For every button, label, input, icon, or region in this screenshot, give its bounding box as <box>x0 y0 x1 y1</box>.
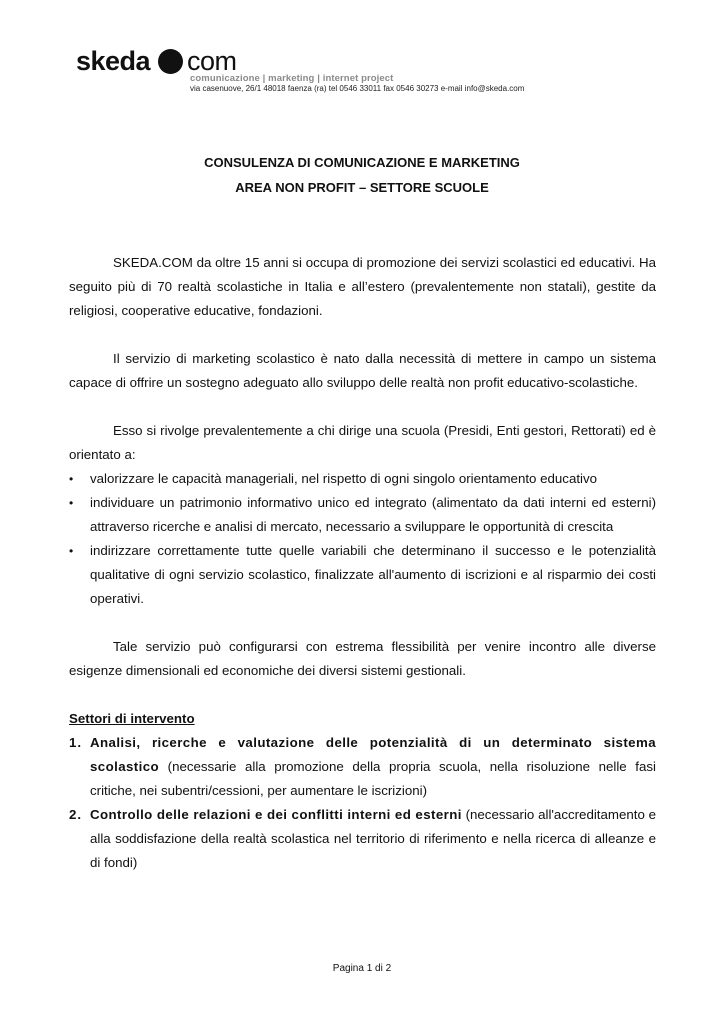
bullet-icon: • <box>69 544 74 558</box>
section-heading: Settori di intervento <box>69 711 195 726</box>
paragraph-intro: SKEDA.COM da oltre 15 anni si occupa di promozione dei servizi scolastici ed educativi. Ha seguito più di 70 realtà scolastiche in Italia e all’estero (prevalentemente non statali), gestite da religiosi, cooperative educative, fondazioni. <box>69 255 656 318</box>
item-number: 2. <box>69 807 83 822</box>
page-number: Pagina 1 di 2 <box>332 963 392 974</box>
item-bold-text: Controllo delle relazioni e dei conflitti interni ed esterni <box>90 807 462 822</box>
document-title-line1: CONSULENZA DI COMUNICAZIONE E MARKETING <box>204 155 520 170</box>
letterhead-tagline: comunicazione | marketing | internet project <box>190 73 394 84</box>
item-text: (necessarie alla promozione della propria scuola, nella risoluzione nelle fasi critiche, nei subentri/cessioni, per aumentare le iscrizioni) <box>90 759 656 798</box>
list-item: • indirizzare correttamente tutte quelle variabili che determinano il successo e le potenzialità qualitative di ogni servizio scolastico, finalizzate all'aumento di iscrizioni e al risparmio dei costi operativi. <box>69 539 656 611</box>
item-bold-text: Analisi, ricerche e valutazione delle potenzialità di un determinato sistema scolastico <box>90 735 656 774</box>
bullet-icon: • <box>69 496 74 510</box>
letterhead-address: via casenuove, 26/1 48018 faenza (ra) tel 0546 33011 fax 0546 30273 e-mail info@skeda.com <box>190 84 525 93</box>
list-item <box>69 803 656 875</box>
logo-brand-left: skeda <box>76 46 151 76</box>
paragraph-audience: Esso si rivolge prevalentemente a chi dirige una scuola (Presidi, Enti gestori, Rettorati) ed è orientato a: <box>69 423 656 462</box>
item-text: (necessario all'accreditamento e alla soddisfazione della realtà scolastica nel territorio di riferimento e nella ricerca di alleanze e di fondi) <box>90 807 657 870</box>
item-number: 1. <box>69 735 83 750</box>
paragraph-flexibility: Tale servizio può configurarsi con estrema flessibilità per venire incontro alle diverse esigenze dimensionali ed economiche dei diversi sistemi gestionali. <box>69 639 656 678</box>
list-item <box>69 731 656 803</box>
objectives-list <box>69 467 656 611</box>
logo-brand-right: com <box>187 46 237 76</box>
list-item: • individuare un patrimonio informativo unico ed integrato (alimentato da dati interni ed esterni) attraverso ricerche e analisi di mercato, necessario a sviluppare le opportunità di crescita <box>69 491 656 539</box>
document-title-line2: AREA NON PROFIT – SETTORE SCUOLE <box>235 180 489 195</box>
intervention-list <box>69 731 656 875</box>
bullet-icon: • <box>69 472 74 486</box>
list-item: • valorizzare le capacità manageriali, nel rispetto di ogni singolo orientamento educativo <box>69 467 656 491</box>
logo-dot-icon <box>158 49 183 74</box>
paragraph-service: Il servizio di marketing scolastico è nato dalla necessità di mettere in campo un sistema capace di offrire un sostegno adeguato allo sviluppo delle realtà non profit educativo-scolastiche. <box>69 351 656 390</box>
document-body <box>69 251 656 875</box>
